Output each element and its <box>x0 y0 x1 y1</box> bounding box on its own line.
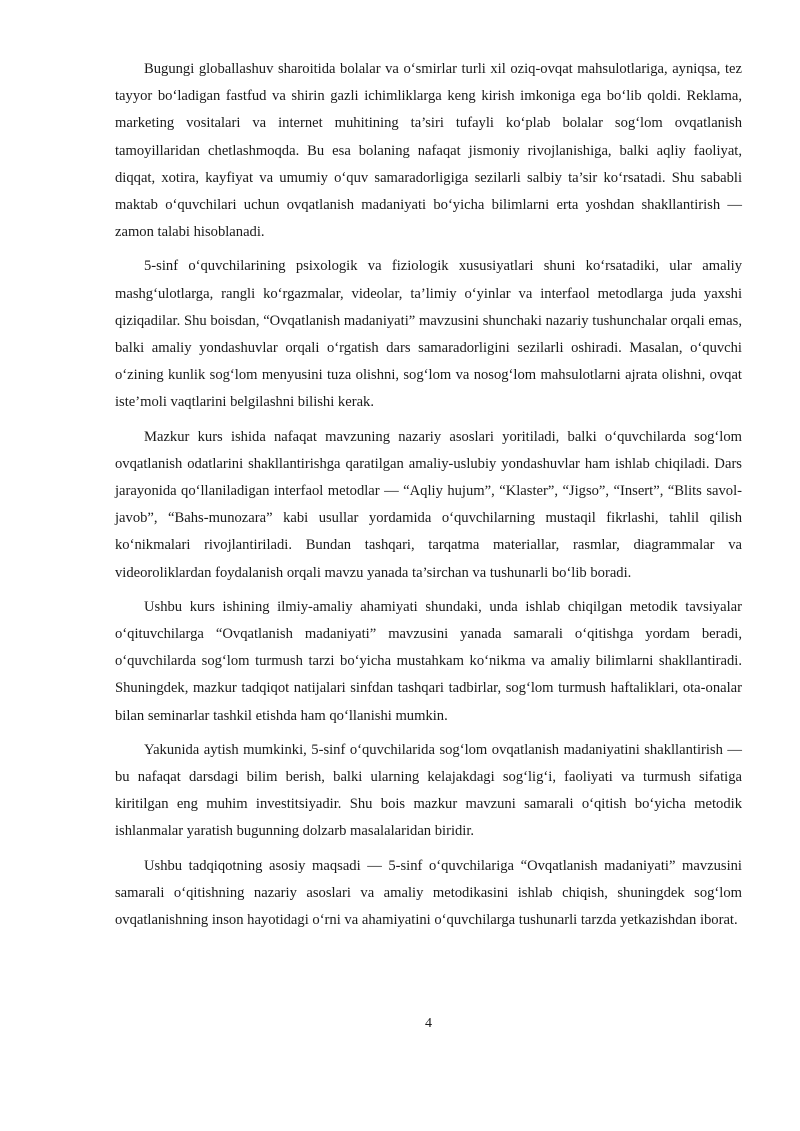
paragraph-1: Bugungi globallashuv sharoitida bolalar va o‘smirlar turli xil oziq-ovqat mahsulotlariga, ayniqsa, tez tayyor bo‘ladigan fastfud va shirin gazli ichimliklarga keng kirish imkoniga ega bo‘lib qoldi. Reklama, marketing vositalari va internet muhitining ta’siri tufayli ko‘plab bolalar sog‘lom ovqatlanish tamoyillaridan chetlashmoqda. Bu esa bolaning nafaqat jismoniy rivojlanishiga, balki aqliy faoliyat, diqqat, xotira, kayfiyat va umumiy o‘quv samaradorligiga sezilarli salbiy ta’sir ko‘rsatadi. Shu sababli maktab o‘quvchilari uchun ovqatlanish madaniyati bo‘yicha bilimlarni erta yoshdan shakllantirish — zamon talabi hisoblanadi. <box>115 61 742 241</box>
paragraph-2: 5-sinf o‘quvchilarining psixologik va fiziologik xususiyatlari shuni ko‘rsatadiki, ular amaliy mashg‘ulotlarga, rangli ko‘rgazmalar, videolar, ta’limiy o‘yinlar va interfaol metodlarga juda yaxshi qiziqadilar. Shu boisdan, “Ovqatlanish madaniyati” mavzusini shunchaki nazariy tushunchalar orqali emas, balki amaliy yondashuvlar orqali o‘rgatish dars samaradorligini sezilarli oshiradi. Masalan, o‘quvchi o‘zining kunlik sog‘lom menyusini tuza olishni, sog‘lom va nosog‘lom mahsulotlarni ajrata olishni, ovqat iste’moli vaqtlarini belgilashni bilishi kerak. <box>115 258 742 411</box>
body-text <box>115 56 742 934</box>
paragraph-6: Ushbu tadqiqotning asosiy maqsadi — 5-sinf o‘quvchilariga “Ovqatlanish madaniyati” mavzusini samarali o‘qitishning nazariy asoslari va amaliy metodikasini ishlab chiqish, shuningdek sog‘lom ovqatlanishning inson hayotidagi o‘rni va ahamiyatini o‘quvchilarga tushunarli tarzda yetkazishdan iborat. <box>115 857 742 929</box>
paragraph-5: Yakunida aytish mumkinki, 5-sinf o‘quvchilarida sog‘lom ovqatlanish madaniyatini shakllantirish — bu nafaqat darsdagi bilim berish, balki ularning kelajakdagi sog‘lig‘i, faoliyati va turmush sifatiga kiritilgan eng muhim investitsiyadir. Shu bois mazkur mavzuni samarali o‘qitish bo‘yicha metodik ishlanmalar yaratish bugunning dolzarb masalalaridan biridir. <box>115 741 742 840</box>
paragraph-4: Ushbu kurs ishining ilmiy-amaliy ahamiyati shundaki, unda ishlab chiqilgan metodik tavsiyalar o‘qituvchilarga “Ovqatlanish madaniyati” mavzusini yanada samarali o‘qitishga yordam beradi, o‘quvchilarda sog‘lom turmush tarzi bo‘yicha mustahkam ko‘nikma va amaliy bilimlarni shakllantiradi. Shuningdek, mazkur tadqiqot natijalari sinfdan tashqari tadbirlar, sog‘lom turmush haftaliklari, ota-onalar bilan seminarlar tashkil etishda ham qo‘llanishi mumkin. <box>115 598 742 724</box>
paragraph-3: Mazkur kurs ishida nafaqat mavzuning nazariy asoslari yoritiladi, balki o‘quvchilarda sog‘lom ovqatlanish odatlarini shakllantirishga qaratilgan amaliy-uslubiy yondashuvlar ham ishlab chiqiladi. Dars jarayonida qo‘llaniladigan interfaol metodlar — “Aqliy hujum”, “Klaster”, “Jigso”, “Insert”, “Blits savol-javob”, “Bahs-munozara” kabi usullar yordamida o‘quvchilarning mustaqil fikrlashi, tahlil qilish ko‘nikmalari rivojlantiriladi. Bundan tashqari, tarqatma materiallar, rasmlar, diagrammalar va videoroliklardan foydalanish orqali mavzu yanada ta’sirchan va tushunarli bo‘lib boradi. <box>115 428 742 581</box>
page-number: 4 <box>425 1016 432 1031</box>
